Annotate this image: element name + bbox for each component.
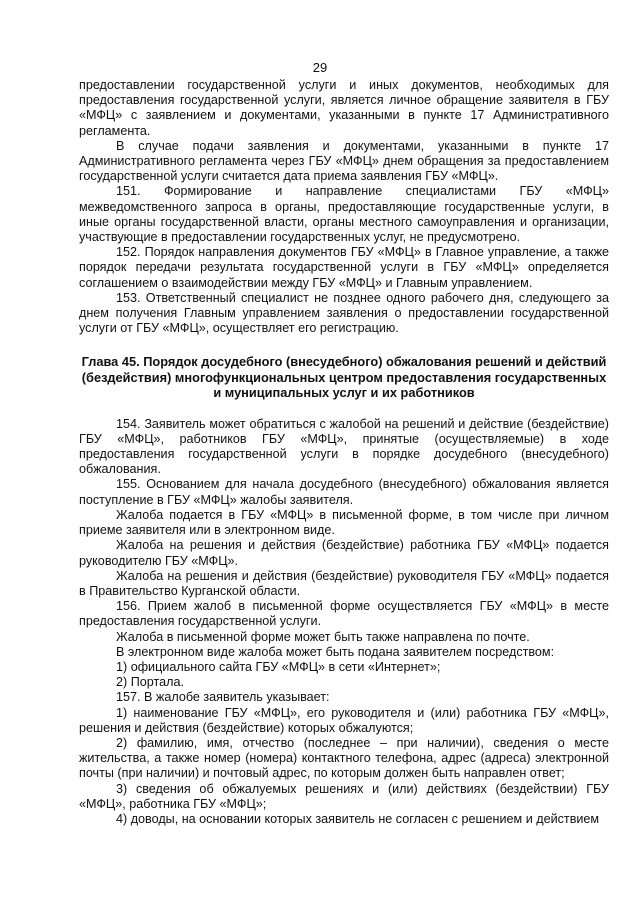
list-item: 2) фамилию, имя, отчество (последнее – при наличии), сведения о месте жительства, а также номер (номера) контактного телефона, адрес (адреса) электронной почты (при наличии) и почтовый адрес, по которым должен быть направлен ответ; [79, 735, 609, 781]
list-item: 2) Портала. [116, 675, 184, 690]
list-item: 1) официального сайта ГБУ «МФЦ» в сети «Интернет»; [116, 659, 441, 674]
paragraph-154: 154. Заявитель может обратиться с жалобой на решений и действие (бездействие) ГБУ «МФЦ», работников ГБУ «МФЦ», принятые (осуществляемые) в ходе предоставления государственной услуги в порядке досудебного (внесудебного) обжалования. [79, 416, 609, 477]
chapter-heading: Глава 45. Порядок досудебного (внесудебного) обжалования решений и действий (бездействия) многофункциональных центром предоставления государственных и муниципальных услуг и их работников [81, 354, 607, 401]
paragraph: Жалоба на решения и действия (бездействие) работника ГБУ «МФЦ» подается руководителю ГБУ «МФЦ». [79, 538, 609, 568]
list-item: 1) наименование ГБУ «МФЦ», его руководителя и (или) работника ГБУ «МФЦ», решения и действия (бездействие) которых обжалуются; [79, 705, 609, 735]
paragraph: В электронном виде жалоба может быть подана заявителем посредством: [116, 644, 555, 659]
paragraph: Жалоба подается в ГБУ «МФЦ» в письменной форме, в том числе при личном приеме заявителя или в электронном виде. [79, 507, 609, 538]
paragraph: В случае подачи заявления и документами, указанными в пункте 17 Административного регламента через ГБУ «МФЦ» днем обращения за предоставлением государственной услуги считается дата приема заявления ГБУ «МФЦ». [79, 138, 609, 184]
paragraph: предоставлении государственной услуги и иных документов, необходимых для предоставления государственной услуги, является личное обращение заявителя в ГБУ «МФЦ» с заявлением и документами, указанными в пункте 17 Административного регламента. [79, 78, 609, 138]
paragraph: Жалоба на решения и действия (бездействие) руководителя ГБУ «МФЦ» подается в Правительство Курганской области. [79, 568, 609, 598]
paragraph-157: 157. В жалобе заявитель указывает: [116, 690, 330, 705]
list-item: 3) сведения об обжалуемых решениях и (или) действиях (бездействии) ГБУ «МФЦ», работника ГБУ «МФЦ»; [79, 781, 609, 811]
page-number: 29 [312, 60, 328, 75]
paragraph-152: 152. Порядок направления документов ГБУ «МФЦ» в Главное управление, а также порядок передачи результата государственной услуги в ГБУ «МФЦ» определяется соглашением о взаимодействии между ГБУ «МФЦ» и Главным управлением. [79, 245, 609, 290]
paragraph-155: 155. Основанием для начала досудебного (внесудебного) обжалования является поступление в ГБУ «МФЦ» жалобы заявителя. [79, 477, 609, 507]
paragraph-156: 156. Прием жалоб в письменной форме осуществляется ГБУ «МФЦ» в месте предоставления государственной услуги. [79, 599, 609, 629]
page-content [79, 78, 609, 827]
paragraph-151: 151. Формирование и направление специалистами ГБУ «МФЦ» межведомственного запроса в органы, предоставляющие государственные услуги, в иные органы государственной власти, органы местного самоуправления и организации, участвующие в предоставлении государственных услуг, не предусмотрено. [79, 184, 609, 245]
list-item: 4) доводы, на основании которых заявитель не согласен с решением и действием [116, 811, 600, 826]
paragraph-153: 153. Ответственный специалист не позднее одного рабочего дня, следующего за днем получения Главным управлением заявления о предоставлении государственной услуги от ГБУ «МФЦ», осуществляет его регистрацию. [79, 290, 609, 336]
paragraph: Жалоба в письменной форме может быть также направлена по почте. [116, 629, 530, 644]
